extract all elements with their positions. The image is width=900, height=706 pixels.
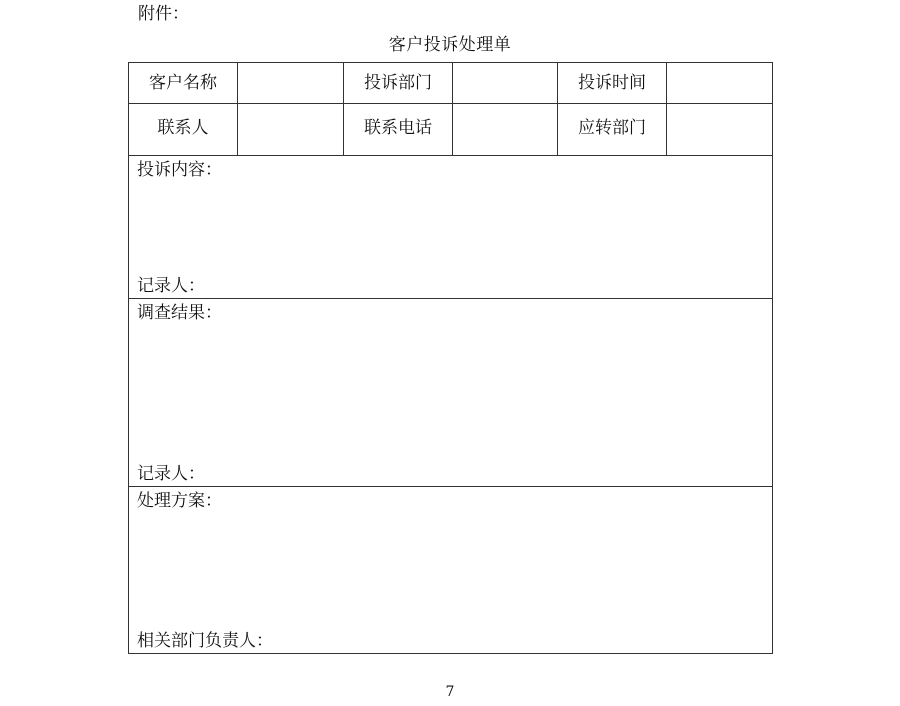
attachment-label: 附件： bbox=[138, 4, 189, 24]
investigation-result-title: 调查结果： bbox=[137, 303, 222, 323]
contact-phone-field[interactable] bbox=[453, 104, 557, 155]
transfer-dept-label: 应转部门 bbox=[578, 118, 646, 138]
contact-person-label: 联系人 bbox=[157, 118, 209, 138]
customer-name-label: 客户名称 bbox=[149, 73, 217, 93]
complaint-content-section[interactable] bbox=[129, 156, 772, 298]
complaint-form bbox=[128, 62, 773, 654]
transfer-dept-field[interactable] bbox=[667, 104, 772, 155]
complaint-dept-field[interactable] bbox=[453, 63, 557, 103]
dept-head-signature-label: 相关部门负责人： bbox=[137, 631, 273, 651]
investigation-result-section[interactable] bbox=[129, 299, 772, 486]
page-number: 7 bbox=[445, 684, 455, 700]
customer-name-field[interactable] bbox=[238, 63, 343, 103]
document-title: 客户投诉处理单 bbox=[388, 35, 512, 55]
complaint-time-field[interactable] bbox=[667, 63, 772, 103]
complaint-time-label: 投诉时间 bbox=[578, 73, 646, 93]
complaint-content-recorder-label: 记录人： bbox=[137, 276, 205, 296]
contact-phone-label: 联系电话 bbox=[364, 118, 432, 138]
contact-person-field[interactable] bbox=[238, 104, 343, 155]
investigation-result-recorder-label: 记录人： bbox=[137, 464, 205, 484]
complaint-content-title: 投诉内容： bbox=[137, 160, 222, 180]
handling-plan-section[interactable] bbox=[129, 487, 772, 653]
complaint-dept-label: 投诉部门 bbox=[364, 73, 432, 93]
handling-plan-title: 处理方案： bbox=[137, 491, 222, 511]
